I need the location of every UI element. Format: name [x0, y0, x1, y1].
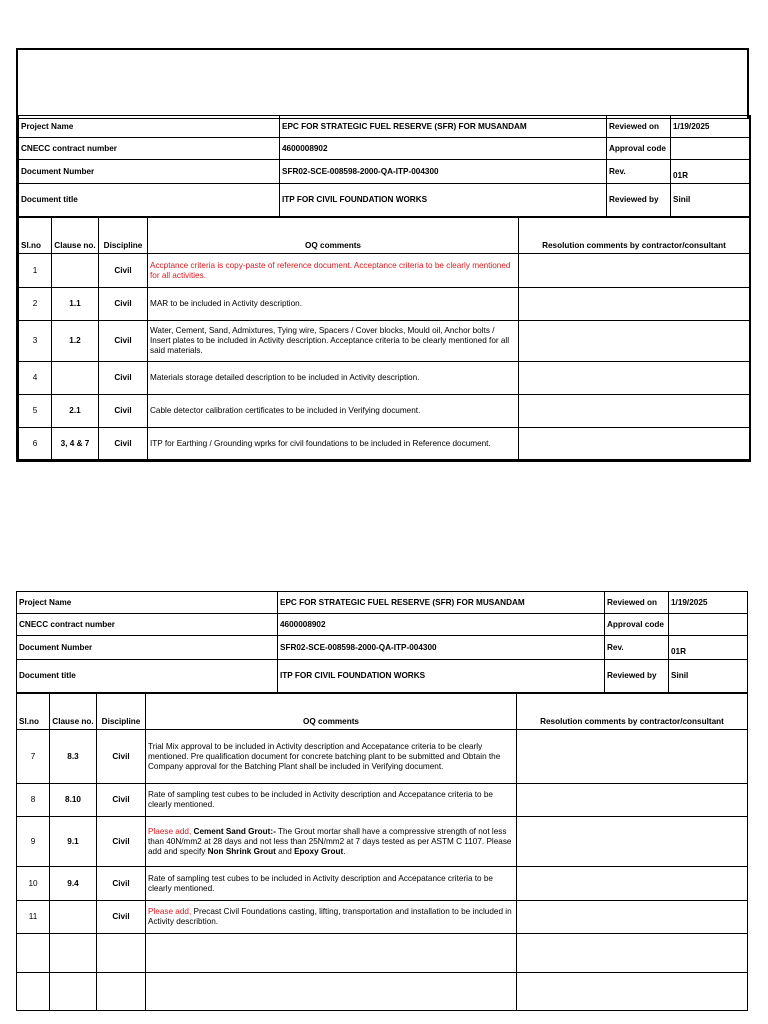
empty-cell — [50, 934, 97, 973]
empty-cell — [17, 934, 50, 973]
comment-text: and — [275, 846, 295, 856]
contract-label: CNECC contract number — [17, 614, 278, 636]
row-resolution[interactable] — [519, 288, 750, 321]
row-resolution[interactable] — [519, 428, 750, 460]
reviewed-by: Sinil — [671, 184, 750, 217]
row-slno: 6 — [19, 428, 52, 460]
row-resolution[interactable] — [517, 817, 748, 867]
row-resolution[interactable] — [517, 867, 748, 901]
project-name-label: Project Name — [17, 592, 278, 614]
row-slno: 10 — [17, 867, 50, 901]
doc-number-label: Document Number — [17, 636, 278, 660]
doc-number-label: Document Number — [19, 160, 280, 184]
row-clause — [52, 254, 99, 288]
empty-cell — [146, 973, 517, 1011]
row-resolution[interactable] — [519, 254, 750, 288]
row-comment — [146, 817, 517, 867]
reviewed-on: 1/19/2025 — [671, 116, 750, 138]
comment-red-prefix: Plaese add, — [148, 826, 192, 836]
rev-label: Rev. — [605, 636, 669, 660]
approval-code-label: Approval code — [605, 614, 669, 636]
header-table-2 — [16, 591, 748, 693]
row-resolution[interactable] — [517, 730, 748, 784]
rev: 01R — [669, 636, 748, 660]
comment-text: Precast Civil Foundations casting, lifting, transportation and installation to be included in Activity describtion. — [148, 907, 512, 926]
comments-table-2 — [16, 693, 748, 1011]
contract-number: 4600008902 — [280, 138, 607, 160]
contract-number: 4600008902 — [278, 614, 605, 636]
row-discipline: Civil — [97, 817, 146, 867]
col-comments: OQ comments — [146, 694, 517, 730]
comment-text: The Grout mortar shall have a compressive strength of not less than 40N/mm2 at 28 days and not less than 25N/mm2 at 7 days tested as per ASTM C 1107. Please add and specify — [148, 826, 512, 856]
approval-code — [669, 614, 748, 636]
row-slno: 7 — [17, 730, 50, 784]
row-clause: 1.1 — [52, 288, 99, 321]
col-clause: Clause no. — [52, 218, 99, 254]
row-clause: 9.4 — [50, 867, 97, 901]
doc-title: ITP FOR CIVIL FOUNDATION WORKS — [280, 184, 607, 217]
row-discipline: Civil — [99, 254, 148, 288]
row-slno: 8 — [17, 784, 50, 817]
row-clause: 9.1 — [50, 817, 97, 867]
col-discipline: Discipline — [99, 218, 148, 254]
row-clause: 1.2 — [52, 321, 99, 362]
row-slno: 3 — [19, 321, 52, 362]
row-discipline: Civil — [99, 321, 148, 362]
empty-cell — [17, 973, 50, 1011]
row-resolution[interactable] — [517, 901, 748, 934]
row-comment: Materials storage detailed description to be included in Activity description. — [148, 362, 519, 395]
row-resolution[interactable] — [519, 362, 750, 395]
row-slno: 2 — [19, 288, 52, 321]
empty-cell — [146, 934, 517, 973]
row-resolution[interactable] — [517, 934, 748, 973]
row-comment: Accptance criteria is copy-paste of reference document. Acceptance criteria to be clearly mentioned for all activities. — [148, 254, 519, 288]
comment-bold: Epoxy Grout — [294, 846, 344, 856]
row-discipline: Civil — [99, 288, 148, 321]
doc-number: SFR02-SCE-008598-2000-QA-ITP-004300 — [280, 160, 607, 184]
approval-code — [671, 138, 750, 160]
row-clause — [50, 901, 97, 934]
row-slno: 9 — [17, 817, 50, 867]
row-comment: ITP for Earthing / Grounding wprks for civil foundations to be included in Reference document. — [148, 428, 519, 460]
project-name: EPC FOR STRATEGIC FUEL RESERVE (SFR) FOR MUSANDAM — [278, 592, 605, 614]
row-comment: Water, Cement, Sand, Admixtures, Tying wire, Spacers / Cover blocks, Mould oil, Anchor bolts / Insert plates to be included in Activity description. Acceptance criteria to be clearly mentioned for all said materials. — [148, 321, 519, 362]
reviewed-on-label: Reviewed on — [607, 116, 671, 138]
col-resolution: Resolution comments by contractor/consultant — [517, 694, 748, 730]
row-resolution[interactable] — [517, 973, 748, 1011]
row-comment: Rate of sampling test cubes to be included in Activity description and Accepatance criteria to be clearly mentioned. — [146, 784, 517, 817]
project-name: EPC FOR STRATEGIC FUEL RESERVE (SFR) FOR MUSANDAM — [280, 116, 607, 138]
row-discipline: Civil — [97, 901, 146, 934]
row-comment — [146, 901, 517, 934]
row-comment: MAR to be included in Activity description. — [148, 288, 519, 321]
rev: 01R — [671, 160, 750, 184]
comment-text: . — [343, 846, 346, 856]
col-clause: Clause no. — [50, 694, 97, 730]
project-name-label: Project Name — [19, 116, 280, 138]
comment-red-prefix: Please add, — [148, 907, 192, 916]
row-discipline: Civil — [99, 362, 148, 395]
row-clause: 8.3 — [50, 730, 97, 784]
reviewed-by: Sinil — [669, 660, 748, 693]
row-clause: 3, 4 & 7 — [52, 428, 99, 460]
title-box — [16, 48, 749, 119]
sheet-2 — [16, 591, 747, 1011]
col-comments: OQ comments — [148, 218, 519, 254]
row-comment: Cable detector calibration certificates to be included in Verifying document. — [148, 395, 519, 428]
row-clause: 8.10 — [50, 784, 97, 817]
doc-title: ITP FOR CIVIL FOUNDATION WORKS — [278, 660, 605, 693]
comment-bold: Non Shrink Grout — [207, 846, 276, 856]
row-comment: Trial Mix approval to be included in Activity description and Accepatance criteria to be clearly mentioned. Pre qualification document for concrete batching plant to be submitted and Obtain the Company approval for the Batching Plant shall be included in Verifying document. — [146, 730, 517, 784]
row-discipline: Civil — [97, 784, 146, 817]
row-discipline: Civil — [99, 395, 148, 428]
col-resolution: Resolution comments by contractor/consultant — [519, 218, 750, 254]
row-resolution[interactable] — [519, 321, 750, 362]
row-slno: 5 — [19, 395, 52, 428]
empty-cell — [97, 973, 146, 1011]
doc-number: SFR02-SCE-008598-2000-QA-ITP-004300 — [278, 636, 605, 660]
row-discipline: Civil — [99, 428, 148, 460]
col-slno: Sl.no — [17, 694, 50, 730]
reviewed-by-label: Reviewed by — [607, 184, 671, 217]
col-slno: Sl.no — [19, 218, 52, 254]
empty-cell — [50, 973, 97, 1011]
sheet-1 — [16, 115, 751, 462]
row-discipline: Civil — [97, 730, 146, 784]
doc-title-label: Document title — [19, 184, 280, 217]
comments-table-1 — [18, 217, 750, 460]
comment-bold: Cement Sand Grout:- — [193, 826, 276, 836]
row-discipline: Civil — [97, 867, 146, 901]
row-clause: 2.1 — [52, 395, 99, 428]
row-slno: 4 — [19, 362, 52, 395]
reviewed-by-label: Reviewed by — [605, 660, 669, 693]
header-table-1 — [18, 115, 750, 217]
col-discipline: Discipline — [97, 694, 146, 730]
approval-code-label: Approval code — [607, 138, 671, 160]
reviewed-on-label: Reviewed on — [605, 592, 669, 614]
reviewed-on: 1/19/2025 — [669, 592, 748, 614]
contract-label: CNECC contract number — [19, 138, 280, 160]
rev-label: Rev. — [607, 160, 671, 184]
row-slno: 11 — [17, 901, 50, 934]
row-clause — [52, 362, 99, 395]
row-comment: Rate of sampling test cubes to be included in Activity description and Accepatance criteria to be clearly mentioned. — [146, 867, 517, 901]
row-slno: 1 — [19, 254, 52, 288]
row-resolution[interactable] — [517, 784, 748, 817]
empty-cell — [97, 934, 146, 973]
row-resolution[interactable] — [519, 395, 750, 428]
doc-title-label: Document title — [17, 660, 278, 693]
